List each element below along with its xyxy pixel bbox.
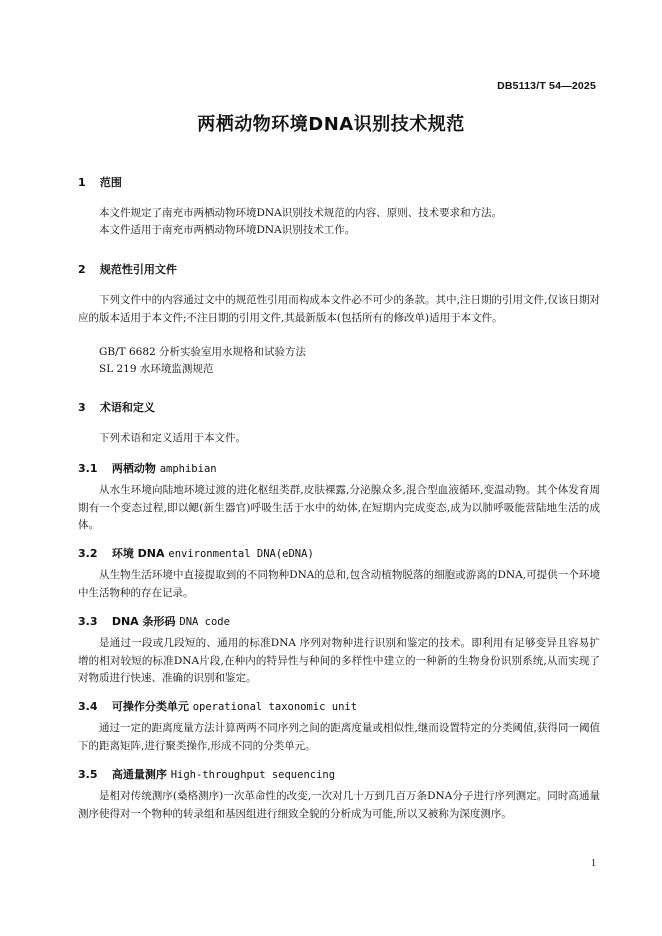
scope-paragraph-1: 本文件规定了南充市两栖动物环境DNA识别技术规范的内容、原则、技术要求和方法。 — [99, 207, 503, 219]
terms-intro: 下列术语和定义适用于本文件。 — [99, 432, 246, 444]
term-heading-edna — [78, 545, 314, 561]
term-heading-hts — [78, 766, 335, 782]
references-paragraph: 下列文件中的内容通过文中的规范性引用而构成本文件必不可少的条款。其中,注日期的引用文件,仅该日期对应的版本适用于本文件;不注日期的引用文件,其最新版本(包括所有的修改单)适用于本文件。 — [78, 294, 600, 324]
document-code: DB5113/T 54—2025 — [497, 80, 596, 92]
reference-item: SL 219 水环境监测规范 — [99, 363, 214, 375]
term-number: 3.1 — [78, 462, 98, 475]
document-title: 两栖动物环境DNA识别技术规范 — [197, 114, 465, 135]
term-en: amphibian — [159, 463, 217, 475]
section-number: 3 — [78, 401, 86, 414]
term-definition: 是相对传统测序(桑格测序)一次革命性的改变,一次对几十万到几百万条DNA分子进行序列测定。同时高通量测序使得对一个物种的转录组和基因组进行细致全貌的分析成为可能,所以又被称为深度测序。 — [78, 790, 600, 820]
term-zh: DNA 条形码 — [111, 615, 176, 628]
section-number: 1 — [78, 176, 86, 189]
section-title: 术语和定义 — [99, 401, 155, 414]
page-number: 1 — [591, 858, 596, 869]
section-heading-terms — [78, 399, 155, 415]
term-en: High-throughput sequencing — [170, 769, 336, 781]
term-zh: 高通量测序 — [111, 768, 167, 781]
section-heading-normative-references — [78, 261, 177, 277]
term-heading-dna-code — [78, 613, 230, 629]
section-number: 2 — [78, 263, 86, 276]
term-definition: 从生物生活环境中直接提取到的不同物种DNA的总和,包含动植物脱落的细胞或游离的DNA,可提供一个环境中生活物种的存在记录。 — [78, 569, 600, 599]
term-number: 3.5 — [78, 768, 98, 781]
term-en: operational taxonomic unit — [192, 701, 358, 713]
term-heading-otu — [78, 698, 357, 714]
term-number: 3.4 — [78, 700, 98, 713]
section-title: 范围 — [99, 176, 122, 189]
term-number: 3.2 — [78, 547, 98, 560]
term-definition: 是通过一段或几段短的、通用的标准DNA 序列对物种进行识别和鉴定的技术。即利用有足够变异且容易扩增的相对较短的标准DNA片段,在种内的特异性与种间的多样性中建立的一种新的生物身份识别系统,从而实现了对物质进行快速、准确的识别和鉴定。 — [78, 637, 600, 684]
term-zh: 环境 DNA — [111, 547, 165, 560]
section-title: 规范性引用文件 — [99, 263, 177, 276]
term-definition: 通过一定的距离度量方法计算两两不同序列之间的距离度量或相似性,继而设置特定的分类阈值,获得同一阈值下的距离矩阵,进行聚类操作,形成不同的分类单元。 — [78, 722, 600, 752]
term-zh: 可操作分类单元 — [111, 700, 189, 713]
term-heading-amphibian — [78, 460, 217, 476]
term-en: DNA code — [179, 616, 230, 628]
scope-paragraph-2: 本文件适用于南充市两栖动物环境DNA识别技术工作。 — [99, 224, 356, 236]
term-en: environmental DNA(eDNA) — [168, 548, 314, 560]
reference-item: GB/T 6682 分析实验室用水规格和试验方法 — [99, 346, 307, 358]
section-heading-scope — [78, 174, 122, 190]
term-zh: 两栖动物 — [111, 462, 156, 475]
term-number: 3.3 — [78, 615, 98, 628]
term-definition: 从水生环境向陆地环境过渡的进化枢纽类群,皮肤裸露,分泌腺众多,混合型血液循环,变温动物。其个体发育周期有一个变态过程,即以鳃(新生器官)呼吸生活于水中的幼体,在短期内完成变态,成为以肺呼吸能营陆地生活的成体。 — [78, 484, 600, 531]
